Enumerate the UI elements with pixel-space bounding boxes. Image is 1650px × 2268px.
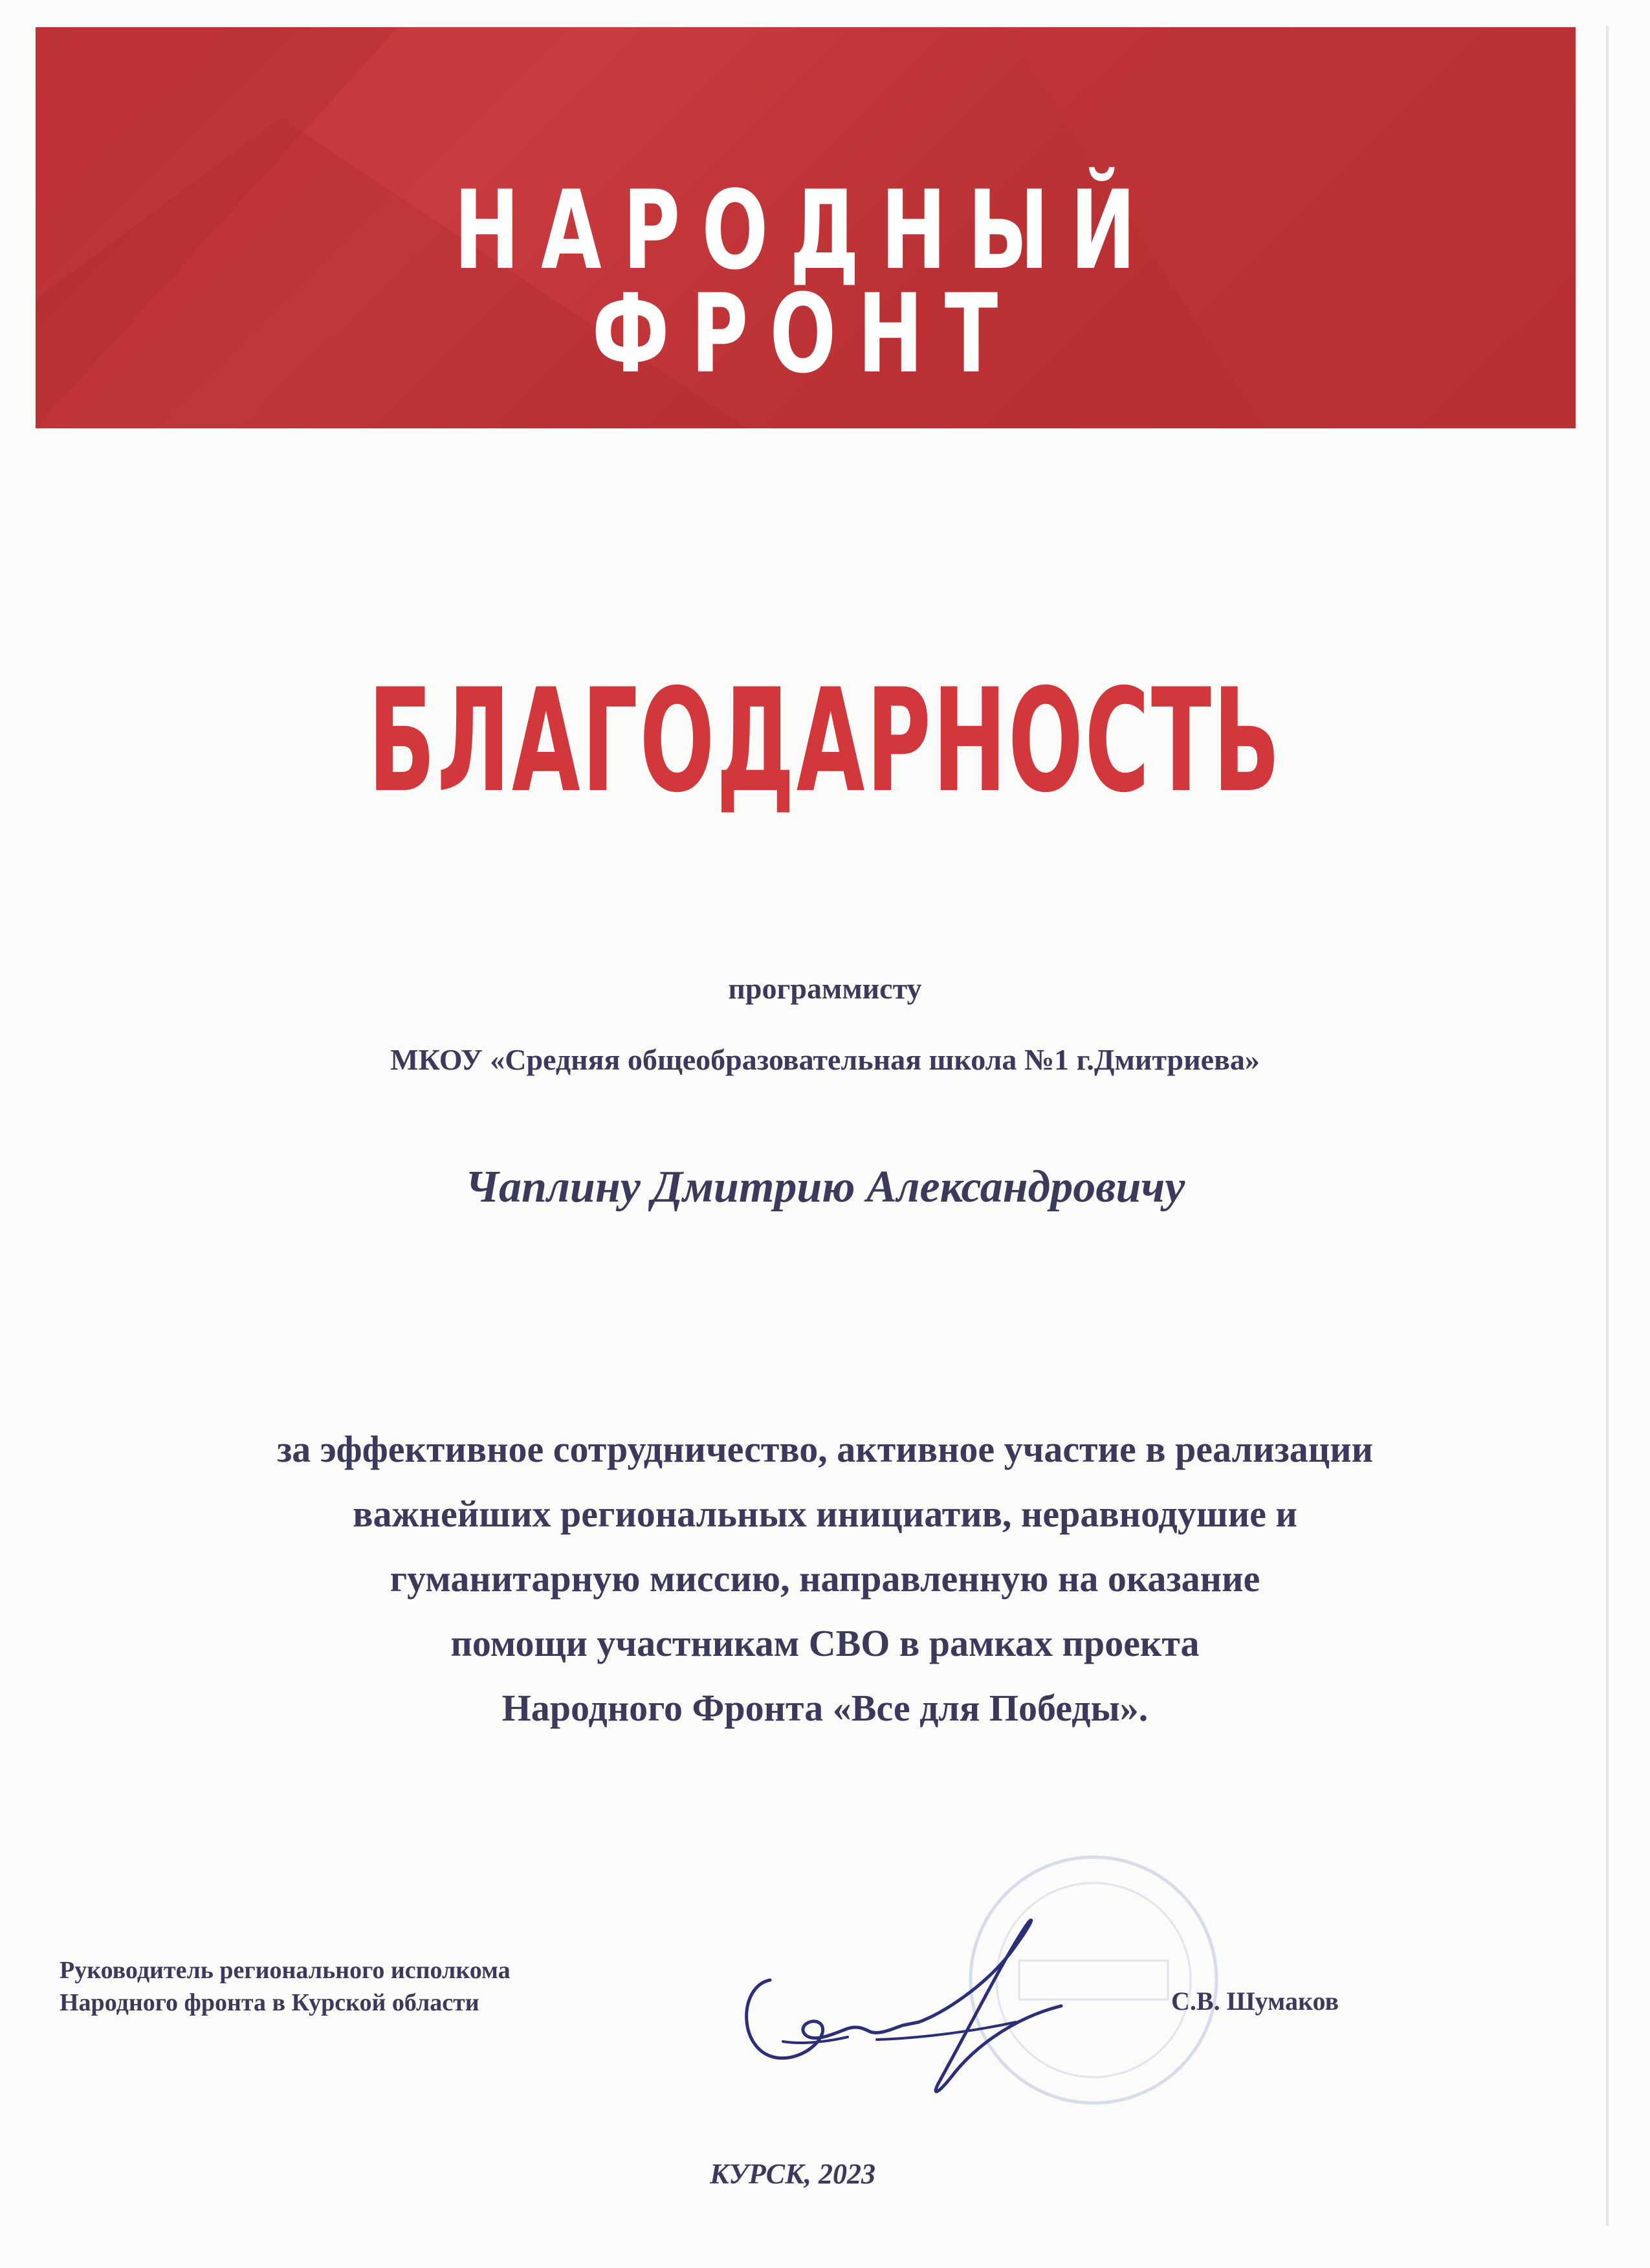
brand-name-line2: ФРОНТ bbox=[591, 270, 1020, 397]
signer-title-line2: Народного фронта в Курской области bbox=[60, 1989, 479, 2016]
page-edge bbox=[1606, 26, 1609, 2226]
document-title-text: БЛАГОДАРНОСТЬ bbox=[368, 658, 1282, 824]
signature-icon bbox=[725, 1896, 1087, 2109]
place-and-year: КУРСК, 2023 bbox=[710, 2158, 875, 2190]
reason-line: гуманитарную миссию, направленную на оказание bbox=[390, 1558, 1260, 1600]
signer-title-line1: Руководитель регионального исполкома bbox=[60, 1957, 511, 1984]
recipient-organization: МКОУ «Средняя общеобразовательная школа №1 г.Дмитриева» bbox=[390, 1043, 1260, 1076]
header-band bbox=[36, 27, 1576, 428]
signer-title bbox=[60, 1954, 511, 2019]
reason-line: помощи участникам СВО в рамках проекта bbox=[450, 1622, 1200, 1664]
recipient-role: программисту bbox=[728, 972, 922, 1005]
brand-name-line1: НАРОДНЫЙ bbox=[454, 167, 1158, 294]
reason-line: важнейших региональных инициатив, неравнодушие и bbox=[353, 1493, 1297, 1535]
signer-name: С.В. Шумаков bbox=[1171, 1987, 1339, 2016]
recipient-name: Чаплину Дмитрию Александровичу bbox=[465, 1162, 1185, 1212]
reason-line: за эффективное сотрудничество, активное участие в реализации bbox=[276, 1428, 1374, 1470]
reason-line: Народного Фронта «Все для Победы». bbox=[501, 1687, 1149, 1729]
reason-text bbox=[0, 1417, 1650, 1741]
document-title bbox=[0, 658, 1650, 824]
